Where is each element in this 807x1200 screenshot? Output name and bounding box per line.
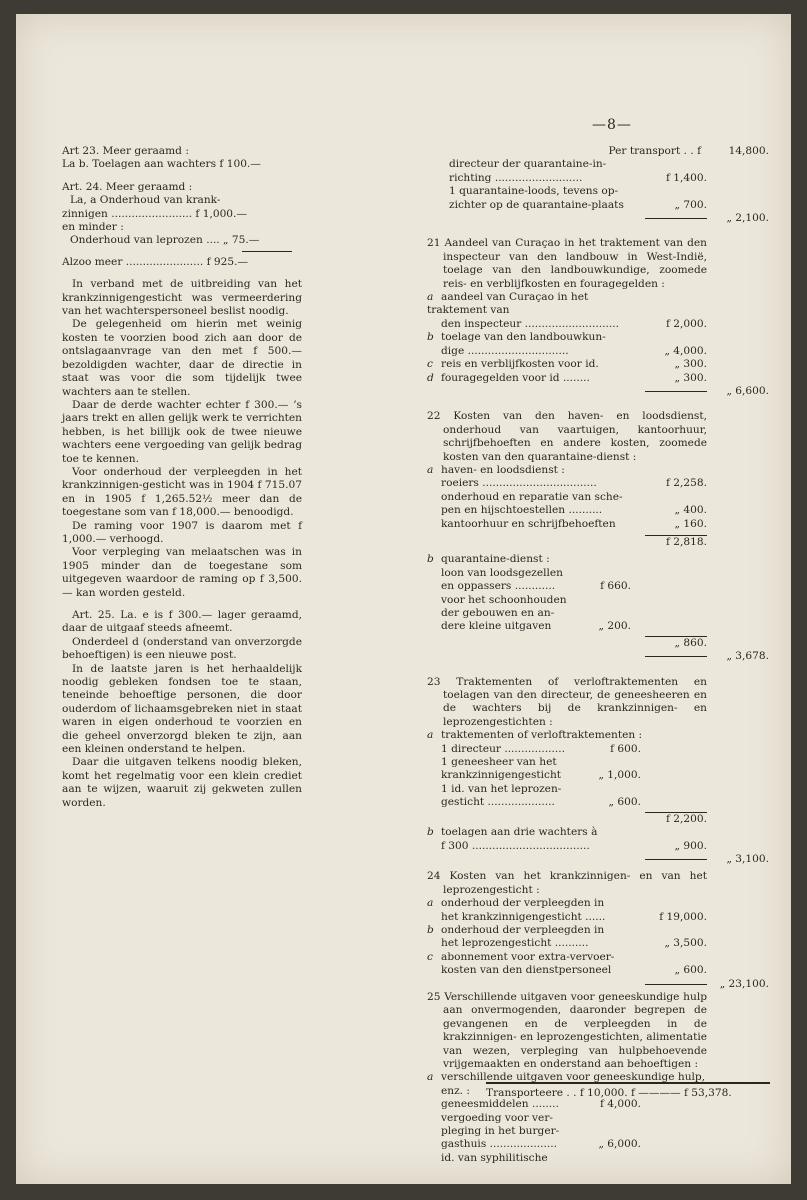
entry-text: 1 quarantaine-loods, tevens op- — [449, 185, 619, 198]
subtotal: „ 2,100. — [726, 212, 769, 225]
paragraph: Onderdeel d (onderstand van onverzorgde behoeftigen) is een nieuwe post. — [62, 635, 302, 662]
subtotal: f 2,200. — [645, 812, 707, 826]
paragraph: Daar die uitgaven telkens noodig bleken, komt het regelmatig voor een klein crediet aan te wijzen, waaruit zij gekweten zullen worden. — [62, 756, 302, 809]
paragraph: Art. 25. La. e is f 300.— lager geraamd, daar de uitgaaf steeds afneemt. — [62, 609, 302, 635]
transporteere-line: Transporteere . . f 10,000. f ———— f 53,378. — [486, 1087, 732, 1099]
subtotal: f 2,818. — [645, 535, 707, 549]
entry-text: zichter op de quarantaine-plaats — [449, 198, 624, 211]
entry-amount: „ 300. — [674, 358, 707, 371]
art24-total: Alzoo meer ....................... f 925.— — [62, 255, 249, 268]
double-rule — [486, 1082, 770, 1084]
art24-line: zinnigen ........................ f 1,000.— — [62, 207, 248, 220]
item-24-intro: 24 Kosten van het krankzinnigen- en van het leprozengesticht : — [427, 870, 707, 896]
entry-amount: „ 300. — [674, 371, 707, 384]
art24-line: en minder : — [62, 221, 124, 234]
entry-amount: „ 700. — [674, 198, 707, 211]
subtotal: „ 3,678. — [726, 650, 769, 663]
transport-line — [427, 145, 769, 158]
left-column — [62, 145, 302, 810]
transport-label: Per transport . . f — [608, 145, 701, 157]
entry-amount: „ 4,000. — [664, 344, 707, 357]
item-23-intro: 23 Traktementen of verloftraktementen en toelagen van den directeur, de geneesheeren en de wachters bij de krankzinnigen- en leprozengestichten : — [427, 675, 707, 728]
paragraph: De raming voor 1907 is daarom met f 1,000.— verhoogd. — [62, 519, 302, 545]
entry-amount: f 1,400. — [666, 171, 707, 184]
paragraph: In verband met de uitbreiding van het krankzinnigengesticht was vermeerdering van het wachterspersoneel beslist noodig. — [62, 278, 302, 318]
paragraph: Daar de derde wachter echter f 300.— ’s jaars trekt en allen gelijk werk te verrichten hebben, is het billijk ook de twee nieuwe wachters eene vergoeding van gelijk bedrag toe te kennen. — [62, 398, 302, 465]
paragraph: In de laatste jaren is het herhaaldelijk noodig gebleken fondsen toe te staan, teneinde behoeftige personen, die door ouderdom of lichaamsgebreken niet in staat waren in eigen onderhoud te voorzien en die geheel onverzorgd bleken te zijn, aan een kleinen onderstand te helpen. — [62, 662, 302, 756]
page-number: —8— — [592, 117, 632, 133]
subtotal: „ 860. — [645, 636, 707, 650]
subtotal: „ 6,600. — [726, 384, 769, 397]
art23-line: Art 23. Meer geraamd : — [62, 145, 189, 157]
item-22-intro: 22 Kosten van den haven- en loodsdienst, onderhoud van vaartuigen, kantoorhuur, schrijfbehoeften en andere kosten, zoomede kosten van den quarantaine-dienst : — [427, 410, 707, 463]
item-21-intro: 21 Aandeel van Curaçao in het traktement van den inspecteur van den landbouw in West-Indië, toelage van den landbouwkundige, zoomede reis- en verblijfkosten en fouragegelden : — [427, 237, 707, 290]
art23-line: La b. Toelagen aan wachters f 100.— — [62, 158, 261, 171]
entry-text: directeur der quarantaine-in- — [449, 158, 607, 171]
right-column: Per transport . . f 14,800. directeur der quarantaine-in- richting .......................... f 1,400. 1 quarantaine-loods, tevens op- zichter op de quarantaine-plaats „ 700. „ 2,100. 21 Aandeel van Curaçao in het traktement van den inspecteur van den landbouw in West-Indië, toelage van den landbouwkundige, zoomede reis- en verblijfkosten en fouragegelden : a aandeel van Curaçao in het traktement van den inspecteur ............................ f 2,000. b toelage van den landbouwkun- dige .............................. „ 4,000. c reis en verblijfkosten voor id. „ 300. d fouragegelden voor id ........ „ 300. „ 6,600. 22 Kosten van den haven- en loodsdienst, onderhoud van vaartuigen, kantoorhuur, schrijfbehoeften en andere kosten, zoomede kosten van den quarantaine-dienst : a haven- en loodsdienst : roeiers .................................. f 2,258. onderhoud en reparatie van sche- pen en hijschtoestellen .......... „ 400. kantoorhuur en schrijfbehoeften „ 160. f 2,818. b quarantaine-dienst : loon van loodsgezellen en oppassers ............ f 660. voor het schoonhouden der gebouwen en an- dere kleine uitgaven „ 200. „ 860. „ 3,678. 23 Traktementen of verloftraktementen en toelagen van den directeur, de geneesheeren en de wachters bij de krankzinnigen- en leprozengestichten : a traktementen of verloftraktementen : 1 directeur .................. f 600. 1 geneesheer van het krankzinnigengesticht „ 1,000. 1 id. van het leprozen- gesticht .................... „ 600. f 2,200. b toelagen aan drie wachters à f 300 ................................... „ 900. „ 3,100. 24 Kosten van het krankzinnigen- en van het leprozengesticht : a onderhoud der verpleegden in het krankzinnigengesticht ...... f 19,000. b onderhoud der verpleegden in het leprozengesticht .......... „ 3,500. c abonnement voor extra-vervoer- kosten van den dienstpersoneel „ 600. „ 23,100. 25 Verschillende uitgaven voor geneeskundige hulp aan onvermogenden, daaronder begrepen de gevangenen en de verpleegden in de krakzinnigen- en leprozengestichten, alimentatie van wezen, verpleging van hulpbehoevende vrijgemaakten en onderstand aan behoeftigen : a verschillende uitgaven voor geneeskundige hulp, enz. : geneesmiddelen ........ f 4,000. vergoeding voor ver- pleging in het burger- gasthuis .................... „ 6,000. id. van syphilitische — [427, 145, 769, 1164]
item-25-intro: 25 Verschillende uitgaven voor geneeskundige hulp aan onvermogenden, daaronder begrepen de gevangenen en de verpleegden in de krakzinnigen- en leprozengestichten, alimentatie van wezen, verpleging van hulpbehoevende vrijgemaakten en onderstand aan behoeftigen : — [427, 990, 707, 1070]
paragraph: De gelegenheid om hierin met weinig kosten te voorzien bood zich aan door de ontslagaanvrage van den met f 500.— bezoldigden wachter, daar de directie in staat was voor die som tijdelijk twee wachters aan te stellen. — [62, 318, 302, 398]
paragraph: Voor verpleging van melaatschen was in 1905 minder dan de toegestane som uitgegeven waardoor de raming op f 3,500.— kan worden gesteld. — [62, 546, 302, 599]
entry-amount: f 2,000. — [666, 317, 707, 330]
subtotal: „ 3,100. — [726, 852, 769, 865]
document-page — [16, 14, 791, 1184]
art24-head: Art. 24. Meer geraamd : — [62, 180, 193, 193]
art24-line: Onderhoud van leprozen .... „ 75.— — [70, 234, 260, 247]
transport-amount: 14,800. — [728, 145, 769, 157]
entry-text: richting .......................... — [449, 171, 583, 184]
paragraph: Voor onderhoud der verpleegden in het krankzinnigen-gesticht was in 1904 f 715.07 en in 1905 f 1,265.52½ meer dan de toegestane som van f 18,000.— benoodigd. — [62, 465, 302, 519]
subtotal: „ 23,100. — [719, 977, 769, 990]
art24-line: La, a Onderhoud van krank- — [70, 194, 221, 207]
